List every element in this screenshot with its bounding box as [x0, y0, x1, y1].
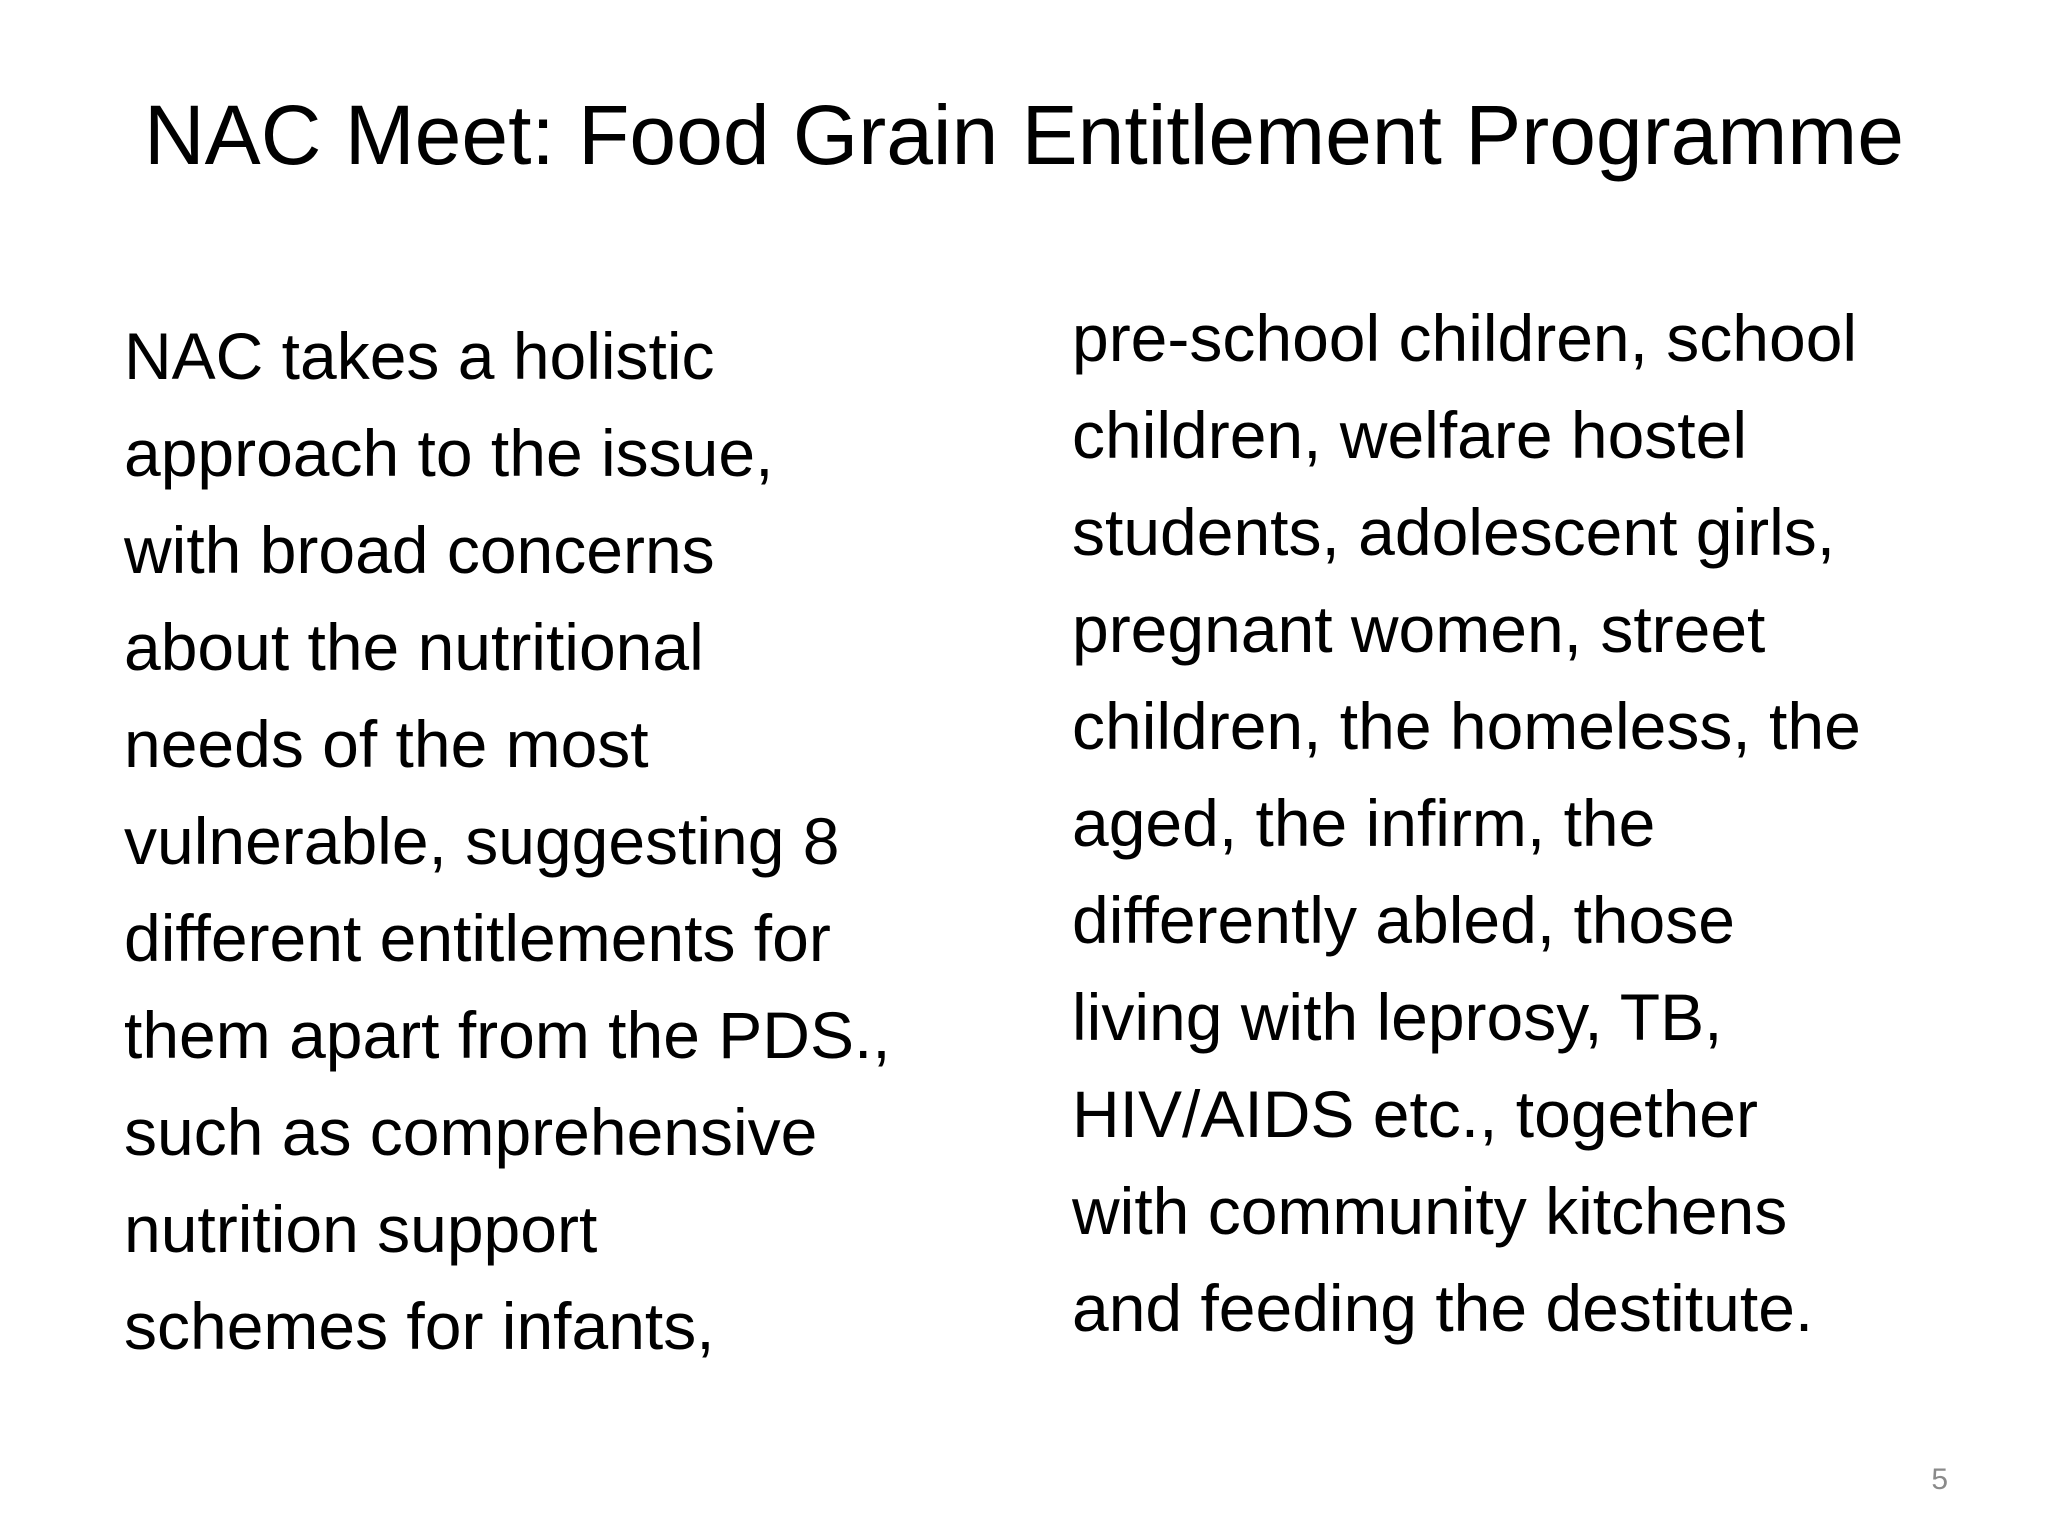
- text-line: schemes for infants,: [124, 1289, 715, 1363]
- text-line: children, the homeless, the: [1072, 689, 1861, 763]
- text-line: HIV/AIDS etc., together: [1072, 1077, 1758, 1151]
- text-line: different entitlements for: [124, 901, 831, 975]
- text-line: about the nutritional: [124, 610, 704, 684]
- text-line: pre-school children, school: [1072, 301, 1858, 375]
- text-line: needs of the most: [124, 707, 649, 781]
- text-line: with broad concerns: [124, 513, 715, 587]
- text-line: children, welfare hostel: [1072, 398, 1748, 472]
- text-line: NAC takes a holistic: [124, 319, 715, 393]
- text-line: them apart from the PDS.,: [124, 998, 891, 1072]
- slide-title: NAC Meet: Food Grain Entitlement Programme: [144, 88, 1904, 182]
- text-line: nutrition support: [124, 1192, 598, 1266]
- text-line: differently abled, those: [1072, 883, 1735, 957]
- text-line: pregnant women, street: [1072, 592, 1766, 666]
- text-line: approach to the issue,: [124, 416, 774, 490]
- page-number: 5: [1931, 1463, 1948, 1496]
- left-text-column: [124, 308, 1004, 1375]
- text-line: such as comprehensive: [124, 1095, 818, 1169]
- text-line: living with leprosy, TB,: [1072, 980, 1723, 1054]
- text-line: and feeding the destitute.: [1072, 1271, 1814, 1345]
- text-line: aged, the infirm, the: [1072, 786, 1656, 860]
- text-line: students, adolescent girls,: [1072, 495, 1836, 569]
- right-text-column: [1072, 290, 2002, 1357]
- text-line: vulnerable, suggesting 8: [124, 804, 840, 878]
- text-line: with community kitchens: [1072, 1174, 1788, 1248]
